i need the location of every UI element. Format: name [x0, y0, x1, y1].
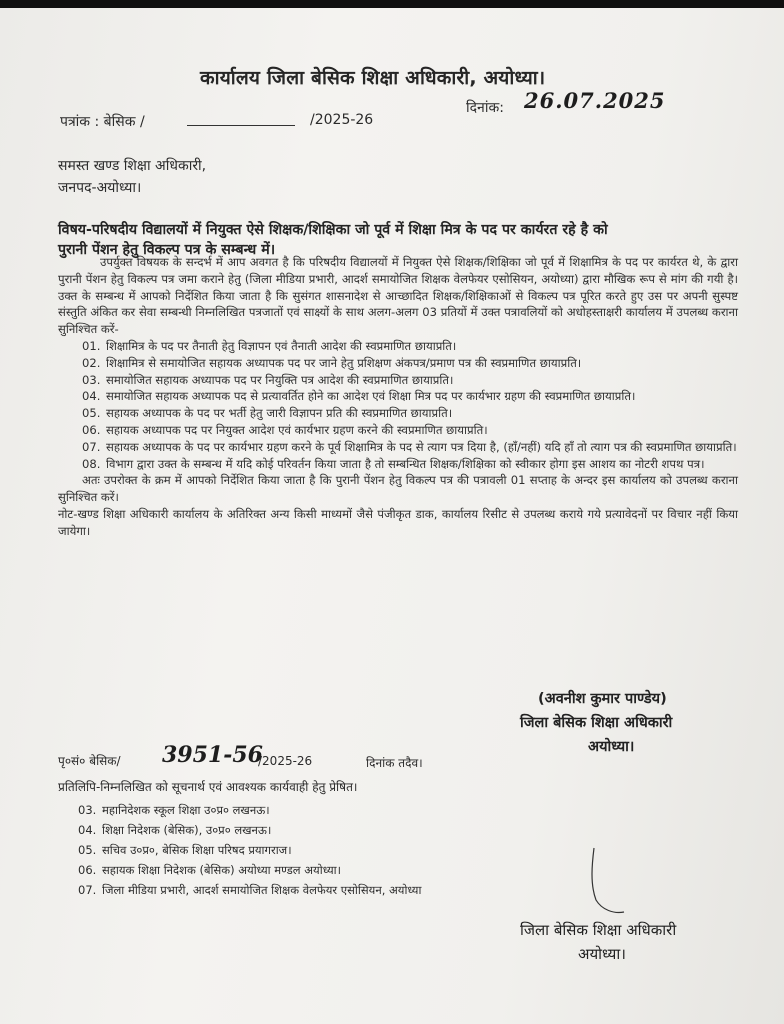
signatory-designation: जिला बेसिक शिक्षा अधिकारी — [520, 715, 673, 731]
list-item: 04. समायोजित सहायक अध्यापक पद से प्रत्यावर्तित होने का आदेश एवं शिक्षा मित्र पद पर कार्यभार ग्रहण की स्वप्रमाणित छायाप्रति। — [82, 389, 636, 404]
handwritten-date: 26.07.2025 — [524, 88, 666, 113]
copy-to-heading: प्रतिलिपि-निम्नलिखित को सूचनार्थ एवं आवश्यक कार्यवाही हेतु प्रेषित। — [58, 780, 358, 794]
endorsement-ref-number: 3951-56 — [162, 742, 263, 768]
signatory-2-place: अयोध्या। — [578, 945, 626, 963]
top-border — [0, 0, 784, 8]
endorsement-ref-label: पृ०सं० बेसिक/ — [58, 754, 121, 768]
body-paragraph-1: उपर्युक्त विषयक के सन्दर्भ में आप अवगत है कि परिषदीय विद्यालयों में नियुक्त ऐसे शिक्षक/शिक्षिका जो पूर्व में शिक्षामित्र के पद पर कार्यरत थे, के द्वारा पुरानी पेंशन हेतु विकल्प पत्र जमा कराने हेतु (जिला मीडिया प्रभारी, आदर्श समायोजित शिक्षक वेलफेयर एसोसियन, अयोध्या) द्वारा मौखिक रूप से मांग की गयी है। उक्त के सम्बन्ध में आपको निर्देशित किया जाता है कि सुसंगत शासनादेश से आच्छादित शिक्षक/शिक्षिकाओं से विकल्प पत्र पूरित करते हुए उस पर अपनी सुस्पष्ट संस्तुति अंकित कर सेवा सम्बन्धी निम्नलिखित पत्रजातों एवं साक्ष्यों के साथ अलग-अलग 03 प्रतियों में उक्त पत्रावलियों को अधोहस्ताक्षरी कार्यालय में उपलब्ध कराना सुनिश्चित करें- — [58, 255, 738, 337]
list-item: 06. सहायक शिक्षा निदेशक (बेसिक) अयोध्या मण्डल अयोध्या। — [78, 863, 342, 877]
copy-to-list — [78, 800, 421, 900]
reference-blank-line — [187, 125, 295, 126]
letter-body — [58, 254, 738, 540]
endorsement-date: दिनांक तदैव। — [366, 756, 423, 770]
reference-label: पत्रांक : बेसिक / — [60, 114, 145, 130]
list-item: 05. सचिव उ०प्र०, बेसिक शिक्षा परिषद प्रयागराज। — [78, 843, 292, 857]
addressee-line-2: जनपद-अयोध्या। — [58, 180, 142, 196]
list-item: 07. सहायक अध्यापक के पद पर कार्यभार ग्रहण करने के पूर्व शिक्षामित्र के पद से त्याग पत्र दिया है, (हाँ/नहीं) यदि हाँ तो त्याग पत्र की स्वप्रमाणित छायाप्रति। — [82, 439, 737, 454]
document-page — [0, 8, 784, 1024]
list-item: 01. शिक्षामित्र के पद पर तैनाती हेतु विज्ञापन एवं तैनाती आदेश की स्वप्रमाणित छायाप्रति। — [82, 338, 457, 353]
addressee-line-1: समस्त खण्ड शिक्षा अधिकारी, — [58, 158, 207, 174]
list-item: 03. महानिदेशक स्कूल शिक्षा उ०प्र० लखनऊ। — [78, 803, 270, 817]
body-paragraph-2: अतः उपरोक्त के क्रम में आपको निर्देशित किया जाता है कि पुरानी पेंशन हेतु विकल्प पत्र की पत्रावली 01 सप्ताह के अन्दर इस कार्यालय को उपलब्ध कराना सुनिश्चित करें। — [58, 473, 738, 505]
office-title: कार्यालय जिला बेसिक शिक्षा अधिकारी, अयोध्या। — [200, 67, 546, 89]
document-list — [58, 338, 738, 472]
list-item: 05. सहायक अध्यापक के पद पर भर्ती हेतु जारी विज्ञापन प्रति की स्वप्रमाणित छायाप्रति। — [82, 406, 453, 421]
list-item: 02. शिक्षामित्र से समायोजित सहायक अध्यापक पद पर जाने हेतु प्रशिक्षण अंकपत्र/प्रमाण पत्र की स्वप्रमाणित छायाप्रति। — [82, 355, 582, 370]
list-item: 07. जिला मीडिया प्रभारी, आदर्श समायोजित शिक्षक वेलफेयर एसोसियन, अयोध्या — [78, 883, 422, 897]
signatory-place: अयोध्या। — [588, 739, 635, 755]
reference-year: /2025-26 — [310, 112, 374, 128]
date-label: दिनांक: — [466, 100, 504, 116]
list-item: 03. समायोजित सहायक अध्यापक पद पर नियुक्ति पत्र आदेश की स्वप्रमाणित छायाप्रति। — [82, 372, 454, 387]
list-item: 08. विभाग द्वारा उक्त के सम्बन्ध में यदि कोई परिवर्तन किया जाता है तो सम्बन्धित शिक्षक/शिक्षिका को स्वीकार होगा इस आशय का नोटरी शपथ पत्र। — [82, 456, 705, 471]
signatory-name: (अवनीश कुमार पाण्डेय) — [538, 691, 667, 707]
subject-line-2: पुरानी पेंशन हेतु विकल्प पत्र के सम्बन्ध में। — [58, 242, 276, 258]
list-item: 04. शिक्षा निदेशक (बेसिक), उ०प्र० लखनऊ। — [78, 823, 272, 837]
endorsement-year: /2025-26 — [258, 754, 313, 768]
signature-scribble — [580, 844, 640, 924]
signatory-2-designation: जिला बेसिक शिक्षा अधिकारी — [520, 921, 677, 939]
list-item: 06. सहायक अध्यापक पद पर नियुक्त आदेश एवं कार्यभार ग्रहण करने की स्वप्रमाणित छायाप्रति। — [82, 422, 488, 437]
subject-line-1: विषय-परिषदीय विद्यालयों में नियुक्त ऐसे शिक्षक/शिक्षिका जो पूर्व में शिक्षा मित्र के पद पर कार्यरत रहे है को — [58, 222, 608, 238]
body-note: नोट-खण्ड शिक्षा अधिकारी कार्यालय के अतिरिक्त अन्य किसी माध्यमों जैसे पंजीकृत डाक, कार्यालय रिसीट से उपलब्ध कराये गये प्रत्यावेदनों पर विचार नहीं किया जायेगा। — [58, 506, 738, 538]
